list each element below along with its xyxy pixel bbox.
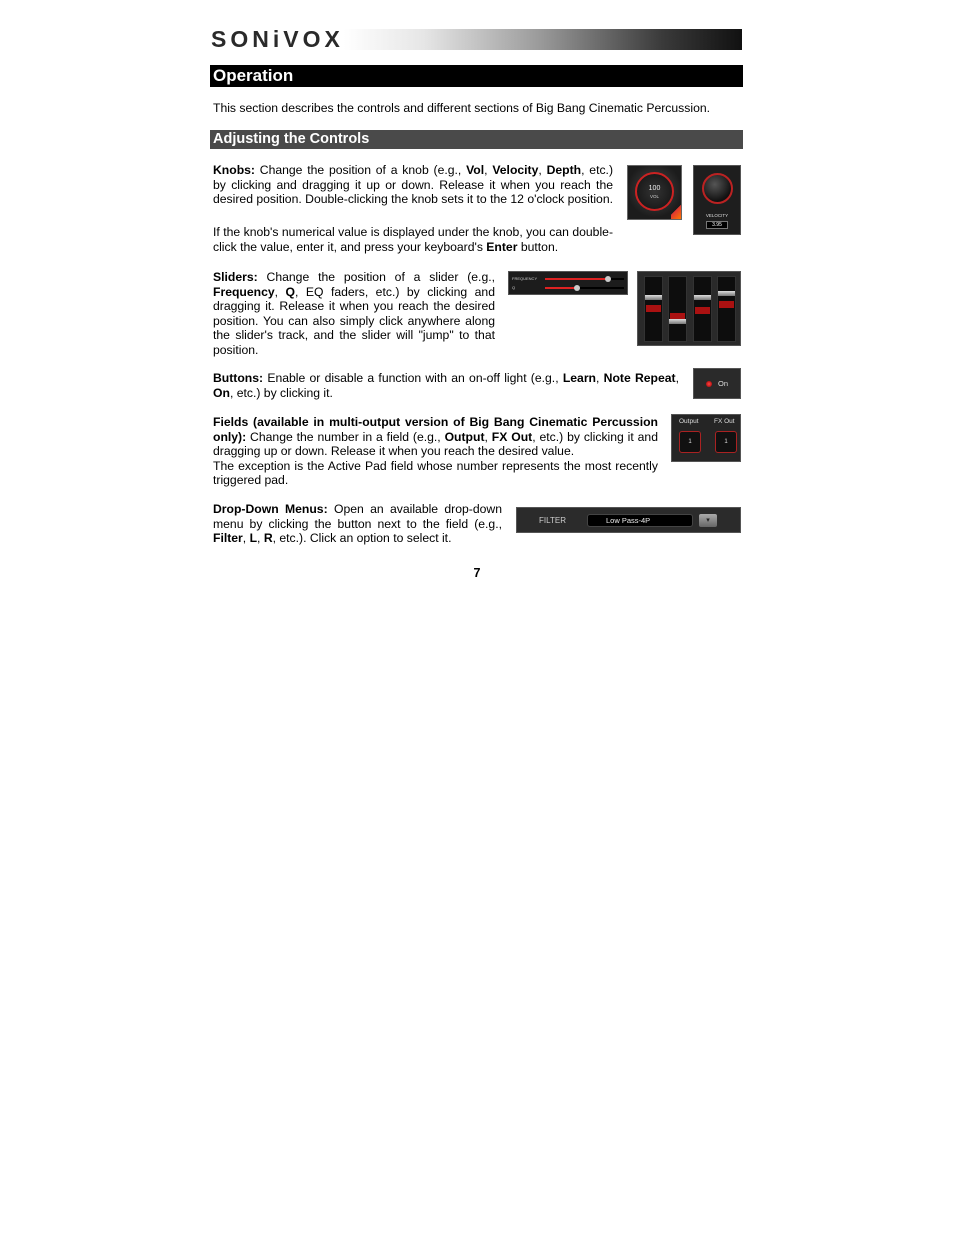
knob-accent: [671, 205, 681, 219]
output-field-label: Output: [679, 418, 699, 425]
vol-knob-image[interactable]: [627, 165, 682, 220]
fields-image: [671, 414, 741, 462]
section-intro: This section describes the controls and different sections of Big Bang Cinematic Percussion.: [213, 101, 711, 115]
filter-dropdown-image: [516, 507, 741, 533]
term-on: On: [213, 385, 230, 400]
fader-cap[interactable]: [694, 295, 711, 300]
slider-thumb[interactable]: [605, 276, 611, 282]
fader-level: [719, 301, 734, 308]
term-enter: Enter: [486, 239, 518, 254]
dropdowns-label: Drop-Down Menus:: [213, 502, 328, 516]
knobs-paragraph: Knobs: Change the position of a knob (e.g., Vol, Velocity, Depth, etc.) by clicking and dragging it up or down. Release it when you reach the desired position. Double-clicking the knob sets it to the 12 o'clock position.: [213, 163, 614, 207]
slider-label-frequency: FREQUENCY: [512, 276, 538, 281]
fader-track[interactable]: [668, 276, 687, 342]
dropdowns-paragraph: Drop-Down Menus: Open an available drop-down menu by clicking the button next to the field (e.g., Filter, L, R, etc.). Click an option to select it.: [213, 502, 502, 546]
slider-fill: [545, 287, 576, 289]
knob-label: VELOCITY: [705, 213, 729, 218]
knobs-label: Knobs:: [213, 163, 255, 177]
term-fx-out: FX Out: [491, 429, 533, 444]
knob-value-box[interactable]: 3.95: [706, 221, 728, 229]
term-r: R: [263, 531, 273, 546]
dropdowns-text: , etc.). Click an option to select it.: [272, 531, 452, 546]
knob-label: VOL: [649, 194, 659, 199]
sliders-text: Change the position of a slider (e.g.,: [257, 270, 495, 284]
fader-level: [646, 305, 661, 312]
knob-value: 100: [648, 185, 661, 192]
fields-text: , etc.) by clicking it and dragging up or down. Release it when you reach the desired value.: [213, 429, 658, 459]
knobs-text: button.: [517, 239, 559, 254]
horizontal-sliders-image: [508, 271, 628, 295]
fader-track[interactable]: [693, 276, 712, 342]
velocity-knob-image[interactable]: [693, 165, 741, 235]
buttons-label: Buttons:: [213, 371, 264, 385]
knobs-text: If the knob's numerical value is displayed under the knob, you can double-click the value, enter it, and press your keyboard's: [213, 225, 613, 254]
led-light-icon: [706, 381, 712, 387]
output-field[interactable]: 1: [679, 431, 701, 453]
term-filter: Filter: [213, 531, 243, 546]
fader-cap[interactable]: [669, 319, 686, 324]
term-frequency: Frequency: [213, 284, 275, 299]
on-button-image[interactable]: [693, 368, 741, 399]
term-note-repeat: Note Repeat: [603, 371, 676, 385]
knobs-text: Change the position of a knob (e.g.,: [254, 163, 467, 177]
slider-label-q: Q: [512, 285, 516, 290]
slider-fill: [545, 278, 607, 280]
page-number: 7: [473, 566, 481, 580]
fields-label: Fields (available in multi-output version of Big Bang Cinematic Percussion only):: [213, 415, 658, 444]
knobs-paragraph-2: [213, 225, 613, 254]
fader-cap[interactable]: [645, 295, 662, 300]
dropdown-arrow-icon[interactable]: ▾: [699, 514, 717, 527]
term-output: Output: [444, 429, 485, 444]
subsection-title: Adjusting the Controls: [210, 130, 743, 149]
knobs-text: , etc.) by clicking and dragging it up or down. Release it when you reach the desired position. Double-clicking the knob sets it to the 12 o'clock position.: [213, 163, 614, 207]
section-title: Operation: [210, 65, 743, 87]
fader-track[interactable]: [644, 276, 663, 342]
fader-cap[interactable]: [718, 291, 735, 296]
term-vol: Vol: [466, 163, 485, 177]
fxout-field-label: FX Out: [714, 418, 735, 425]
fields-text: Change the number in a field (e.g.,: [246, 429, 445, 444]
fields-paragraph: Fields (available in multi-output version of Big Bang Cinematic Percussion only): Change the number in a field (e.g., Output, FX Out, etc.) by clicking it and dragging up or down. Release it when you reach the desired value. The exception is the Active Pad field whose number represents the most recently triggered pad.: [213, 415, 658, 488]
fader-level: [695, 307, 710, 314]
term-velocity: Velocity: [492, 163, 539, 177]
filter-label: FILTER: [539, 516, 566, 525]
term-learn: Learn: [562, 371, 597, 385]
slider-thumb[interactable]: [574, 285, 580, 291]
sliders-text: , EQ faders, etc.) by clicking and dragging it. Release it when you reach the desired position. You can also simply click anywhere along the slider's track, and the slider will "jump" to that position.: [213, 284, 495, 357]
term-l: L: [249, 531, 258, 546]
dropdowns-text: Open an available drop-down menu by clicking the button next to the field (e.g.,: [213, 502, 502, 531]
on-button-label: On: [718, 379, 729, 388]
sliders-paragraph: Sliders: Change the position of a slider (e.g., Frequency, Q, EQ faders, etc.) by clicking and dragging it. Release it when you reach the desired position. You can also simply click anywhere along the slider's track, and the slider will "jump" to that position.: [213, 270, 495, 357]
filter-select[interactable]: Low Pass-4P: [587, 514, 693, 527]
buttons-paragraph: Buttons: Enable or disable a function with an on-off light (e.g., Learn, Note Repeat, On, etc.) by clicking it.: [213, 371, 679, 400]
fader-track[interactable]: [717, 276, 736, 342]
eq-faders-image: [637, 271, 741, 346]
term-q: Q: [285, 284, 295, 299]
knob-dial: [702, 173, 733, 204]
sliders-label: Sliders:: [213, 270, 258, 284]
buttons-text: Enable or disable a function with an on-off light (e.g.,: [263, 371, 563, 385]
fxout-field[interactable]: 1: [715, 431, 737, 453]
sonivox-logo: SONiVOX: [211, 26, 344, 52]
fields-text-2: The exception is the Active Pad field whose number represents the most recently triggered pad.: [213, 458, 658, 488]
buttons-text: , etc.) by clicking it.: [229, 385, 333, 400]
term-depth: Depth: [546, 163, 582, 177]
